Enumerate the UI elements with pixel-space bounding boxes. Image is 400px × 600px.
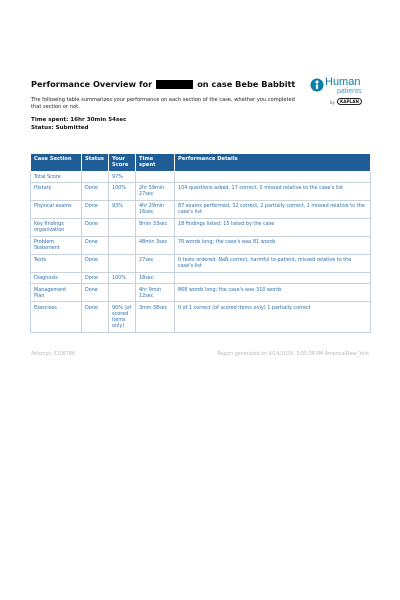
cell-score: 93%	[109, 200, 136, 218]
title-suffix: on case Bebe Babbitt	[197, 79, 296, 89]
cell-details: 0 of 1 correct (of scored items only) 1 partially correct	[175, 302, 371, 333]
cell-section: Diagnosis	[31, 272, 82, 284]
table-row	[31, 254, 371, 272]
cell-time: 2hr 59min 27sec	[136, 182, 175, 200]
cell-details	[175, 272, 371, 284]
header-case-section: Case Section	[31, 154, 82, 172]
cell-status: Done	[82, 182, 109, 200]
cell-score: 100%	[109, 182, 136, 200]
cell-status: Done	[82, 302, 109, 333]
header-status: Status	[82, 154, 109, 172]
cell-score: 90% (of scored items only)	[109, 302, 136, 333]
cell-section: Physical exams	[31, 200, 82, 218]
status-text: Status: Submitted	[31, 124, 89, 131]
table-row	[31, 200, 371, 218]
cell-score	[109, 218, 136, 236]
cell-status: Done	[82, 218, 109, 236]
table-header-row	[31, 154, 371, 172]
cell-section: Tests	[31, 254, 82, 272]
cell-score	[109, 236, 136, 254]
header-your-score: Your Score	[109, 154, 136, 172]
ihuman-logo	[310, 76, 370, 110]
cell-status: Done	[82, 272, 109, 284]
cell-details	[175, 171, 371, 182]
cell-details: 70 words long; the case's was 81 words	[175, 236, 371, 254]
title-prefix: Performance Overview for	[31, 79, 153, 89]
summary-meta	[31, 117, 126, 132]
time-spent-text: Time spent: 16hr 30min 54sec	[31, 117, 127, 123]
page-title	[31, 79, 295, 89]
cell-details: 0 tests ordered, NaN correct, harmful to patient, missed relative to the case's list	[175, 254, 371, 272]
header-time-spent: Time spent	[136, 154, 175, 172]
cell-score: 97%	[109, 171, 136, 182]
cell-section: Exercises	[31, 302, 82, 333]
table-row	[31, 236, 371, 254]
logo-partner-text: KAPLAN	[337, 98, 362, 105]
report-generated-text: Report generated on 4/14/2024, 3:05:39 PM America/New_York	[217, 352, 369, 357]
cell-section: History	[31, 182, 82, 200]
cell-status	[82, 171, 109, 182]
cell-section: Key findings organization	[31, 218, 82, 236]
cell-status: Done	[82, 200, 109, 218]
table-row	[31, 182, 371, 200]
cell-time: 27sec	[136, 254, 175, 272]
cell-section: Management Plan	[31, 284, 82, 302]
logo-brand-text: Human	[325, 76, 361, 88]
description-text: The following table summarizes your performance on each section of the case, whether you completed that section or not.	[31, 97, 295, 110]
cell-details: 18 findings listed; 15 listed by the case	[175, 218, 371, 236]
table-row	[31, 302, 371, 333]
cell-section: Total Score	[31, 171, 82, 182]
cell-time: 8min 33sec	[136, 218, 175, 236]
header-performance-details: Performance Details	[175, 154, 371, 172]
cell-time	[136, 171, 175, 182]
cell-status: Done	[82, 236, 109, 254]
performance-table	[30, 153, 371, 333]
cell-score	[109, 254, 136, 272]
cell-details: 87 exams performed, 32 correct, 2 partially correct, 1 missed relative to the case's list	[175, 200, 371, 218]
cell-score: 100%	[109, 272, 136, 284]
cell-time: 18sec	[136, 272, 175, 284]
cell-time: 4hr 9min 12sec	[136, 284, 175, 302]
cell-details: 868 words long; the case's was 310 words	[175, 284, 371, 302]
cell-details: 104 questions asked, 17 correct, 0 missed relative to the case's list	[175, 182, 371, 200]
ihuman-logo-icon	[310, 78, 324, 92]
cell-score	[109, 284, 136, 302]
logo-by-text: by	[330, 100, 335, 105]
cell-time: 48min 3sec	[136, 236, 175, 254]
logo-sub-text: patients	[337, 88, 362, 95]
table-row	[31, 284, 371, 302]
table-row	[31, 218, 371, 236]
attempt-id-text: Attempt: 3106786	[31, 352, 76, 357]
cell-time: 4hr 29min 16sec	[136, 200, 175, 218]
table-row	[31, 171, 371, 182]
cell-status: Done	[82, 284, 109, 302]
cell-time: 3min 38sec	[136, 302, 175, 333]
cell-section: Problem Statement	[31, 236, 82, 254]
cell-status: Done	[82, 254, 109, 272]
table-row	[31, 272, 371, 284]
redacted-name-block	[156, 80, 193, 89]
